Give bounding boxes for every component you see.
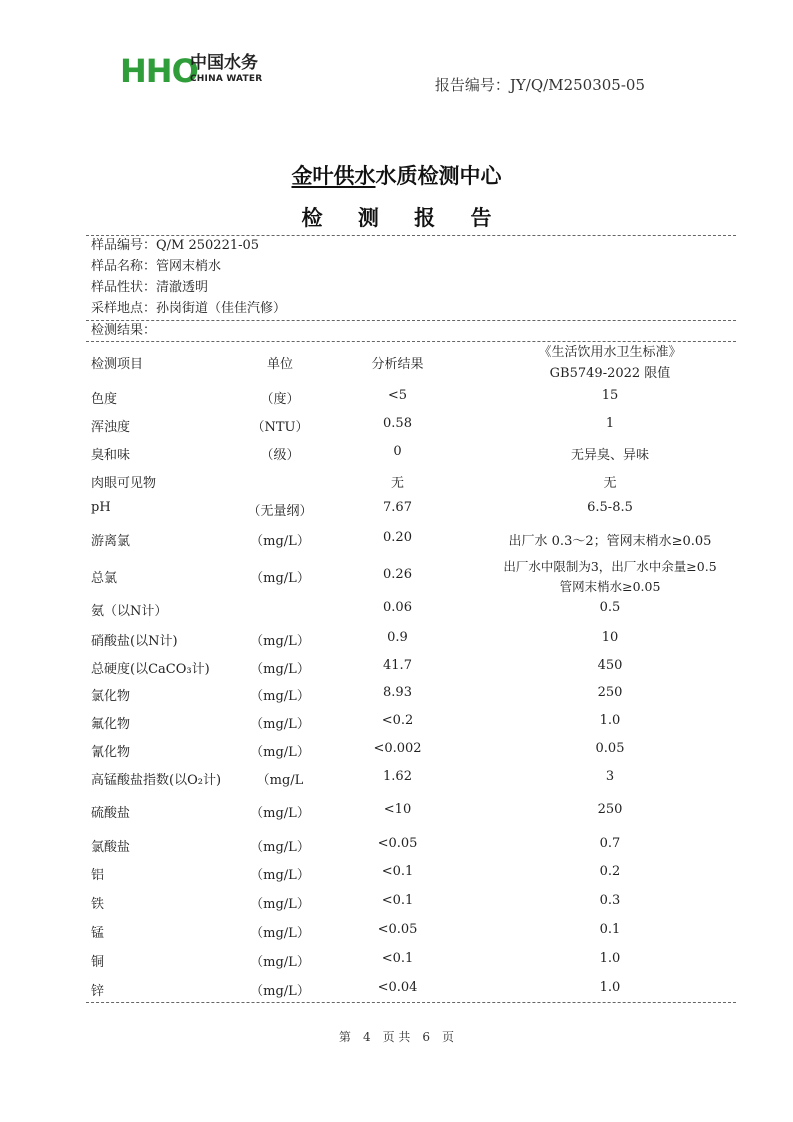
row-result: <0.2 (381, 713, 414, 728)
footer-suffix: 页 (442, 1030, 455, 1044)
row-limit: 450 (597, 658, 623, 673)
sample-property-value: 清澈透明 (156, 280, 209, 295)
sample-name-value: 管网末梢水 (156, 259, 222, 274)
row-limit: 1.0 (599, 980, 621, 995)
row-limit: 0.05 (595, 741, 625, 756)
row-item: pH (91, 500, 111, 515)
row-unit: （mg/L） (250, 689, 310, 704)
row-item: 游离氯 (91, 534, 131, 549)
footer-prefix: 第 (338, 1030, 351, 1044)
sample-number (91, 236, 259, 256)
row-result: <0.002 (373, 741, 422, 756)
row-unit: （mg/L） (250, 926, 310, 941)
row-item: 氟化物 (91, 717, 131, 732)
row-limit: 250 (597, 802, 623, 817)
footer-page: 4 (362, 1030, 371, 1044)
logo-name-cn: 中国水务 (190, 53, 258, 73)
row-limit-line2: 管网末梢水≥0.05 (559, 579, 661, 594)
row-unit: （mg/L） (250, 868, 310, 883)
row-limit: 3 (605, 769, 615, 784)
row-unit: （mg/L） (250, 571, 310, 586)
row-result: 0.06 (383, 600, 412, 615)
row-unit: （mg/L） (250, 897, 310, 912)
row-result: 41.7 (383, 658, 412, 673)
page-footer (0, 1028, 793, 1045)
sample-property (91, 278, 208, 298)
row-result: <0.1 (381, 864, 414, 879)
row-item: 硫酸盐 (91, 806, 131, 821)
row-limit: 1.0 (599, 713, 621, 728)
row-unit: （mg/L） (250, 662, 310, 677)
row-limit: 0.3 (599, 893, 621, 908)
divider (86, 320, 736, 321)
row-limit: 0.1 (599, 922, 621, 937)
table-header (0, 342, 793, 384)
row-result: 1.62 (383, 769, 412, 784)
sample-name-label: 样品名称： (91, 259, 157, 274)
org-title-rest: 水质检测中心 (375, 164, 502, 188)
sample-location (91, 299, 286, 319)
row-unit: （mg/L） (250, 717, 310, 732)
row-unit: （mg/L (256, 773, 304, 788)
row-item: 氯化物 (91, 689, 131, 704)
china-water-logo (120, 52, 270, 90)
row-unit: （级） (260, 448, 300, 463)
report-number: 报告编号：JY/Q/M250305-05 (434, 76, 645, 94)
sample-number-label: 样品编号： (91, 238, 157, 253)
row-item: 氰化物 (91, 745, 131, 760)
sample-location-label: 采样地点： (91, 301, 157, 316)
row-limit: 出厂水 0.3～2；管网末梢水≥0.05 (508, 534, 712, 549)
row-limit: 6.5-8.5 (587, 500, 633, 515)
footer-total: 6 (422, 1030, 431, 1044)
header-limit (480, 342, 740, 384)
row-item: 铝 (91, 868, 105, 883)
sample-location-value: 孙岗街道（佳佳汽修） (156, 301, 287, 316)
row-result: <0.1 (381, 951, 414, 966)
row-result: <10 (383, 802, 412, 817)
row-item: 氯酸盐 (91, 840, 131, 855)
row-limit: 0.5 (599, 600, 621, 615)
row-result: <0.05 (377, 922, 418, 937)
logo-mark: HHO (120, 52, 198, 90)
org-title-underlined: 金叶供水 (291, 164, 376, 188)
row-item: 总氯 (91, 571, 118, 586)
row-unit: （度） (260, 392, 300, 407)
row-result: <0.1 (381, 893, 414, 908)
row-limit: 10 (601, 630, 619, 645)
row-limit: 无异臭、异味 (570, 448, 649, 463)
row-unit: （mg/L） (250, 840, 310, 855)
row-limit: 15 (601, 388, 619, 403)
logo-name-en: CHINA WATER (190, 74, 263, 84)
row-unit: （无量纲） (247, 504, 313, 519)
row-result: 0.9 (387, 630, 408, 645)
row-limit: 0.7 (599, 836, 621, 851)
row-limit: 1 (605, 416, 615, 431)
row-result: <0.05 (377, 836, 418, 851)
row-unit: （mg/L） (250, 984, 310, 999)
row-unit: （mg/L） (250, 745, 310, 760)
footer-mid: 页 共 (382, 1030, 411, 1044)
row-item: 铁 (91, 897, 105, 912)
row-limit (480, 557, 740, 597)
row-item: 氨（以N计） (91, 604, 168, 619)
org-title (0, 160, 793, 190)
header-limit-line2: GB5749-2022 限值 (549, 366, 671, 381)
row-result: 8.93 (383, 685, 412, 700)
results-label: 检测结果： (91, 323, 157, 338)
row-result: 7.67 (383, 500, 412, 515)
row-item: 肉眼可见物 (91, 476, 157, 491)
row-result: 0.58 (383, 416, 412, 431)
row-item: 锌 (91, 984, 105, 999)
row-result: 无 (390, 476, 404, 491)
row-limit: 0.2 (599, 864, 621, 879)
row-result: <0.04 (377, 980, 418, 995)
sample-name (91, 257, 221, 277)
row-item: 色度 (91, 392, 118, 407)
row-limit: 无 (603, 476, 617, 491)
report-title: 检 测 报 告 (301, 206, 506, 230)
header-result: 分析结果 (371, 357, 424, 372)
row-unit: （mg/L） (250, 534, 310, 549)
row-item: 总硬度(以CaCO₃计) (91, 662, 210, 677)
row-result: 0.26 (383, 567, 412, 582)
row-result: <5 (387, 388, 408, 403)
row-item: 臭和味 (91, 448, 131, 463)
row-item: 铜 (91, 955, 105, 970)
row-result: 0.20 (383, 530, 412, 545)
sample-number-value: Q/M 250221-05 (156, 238, 260, 253)
header-unit: 单位 (266, 357, 293, 372)
header-item: 检测项目 (91, 357, 144, 372)
row-limit: 1.0 (599, 951, 621, 966)
row-unit: （mg/L） (250, 806, 310, 821)
row-result: 0 (393, 444, 402, 459)
row-limit-line1: 出厂水中限制为3，出厂水中余量≥0.5 (503, 559, 717, 574)
row-item: 浑浊度 (91, 420, 131, 435)
row-unit: （NTU） (251, 420, 309, 435)
row-unit: （mg/L） (250, 634, 310, 649)
row-item: 锰 (91, 926, 105, 941)
row-limit: 250 (597, 685, 623, 700)
row-item: 硝酸盐(以N计) (91, 634, 178, 649)
header-limit-line1: 《生活饮用水卫生标准》 (538, 345, 682, 360)
row-unit: （mg/L） (250, 955, 310, 970)
divider (86, 1002, 736, 1003)
sample-property-label: 样品性状： (91, 280, 157, 295)
row-item: 高锰酸盐指数(以O₂计) (91, 773, 222, 788)
